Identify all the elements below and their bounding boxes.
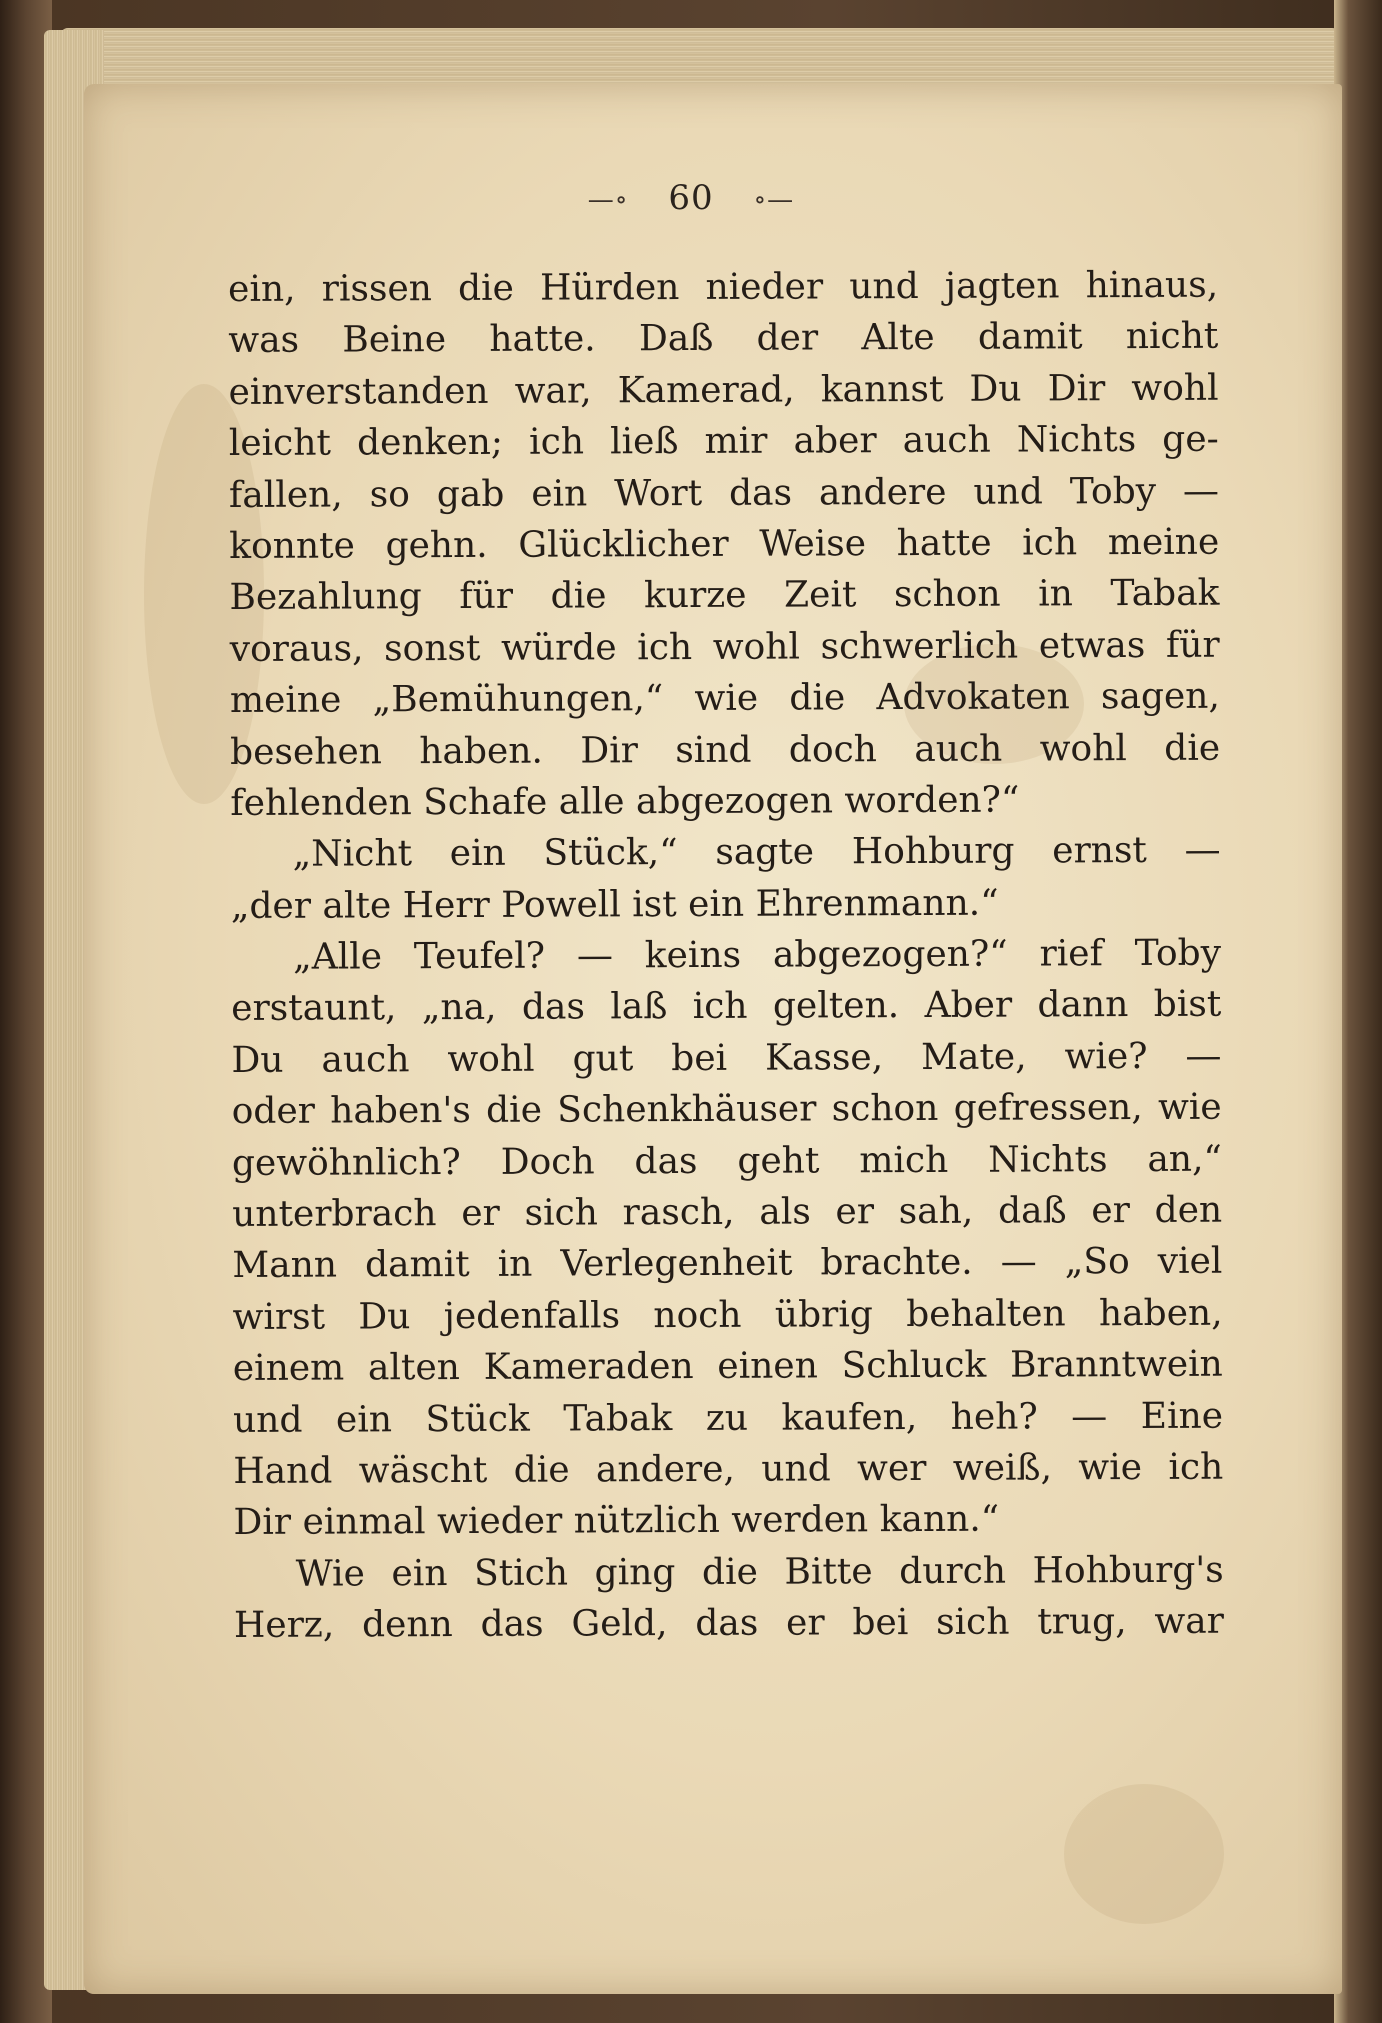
text-line: „Nicht ein Stück,“ sagte Hohburg ernst — <box>292 829 1221 876</box>
text-line: Dir einmal wieder nützlich werden kann.“ <box>233 1499 1000 1544</box>
page-header <box>0 178 1382 218</box>
text-line: Du auch wohl gut bei Kasse, Mate, wie? — <box>231 1035 1222 1081</box>
text-line: Bezahlung für die kurze Zeit schon in Tabak <box>229 573 1220 619</box>
text-line: meine „Bemühungen,“ wie die Advokaten sagen, <box>229 675 1220 722</box>
text-line: voraus, sonst würde ich wohl schwerlich etwas für <box>229 624 1220 670</box>
text-line: Wie ein Stich ging die Bitte durch Hohburg's <box>295 1549 1224 1595</box>
text-line: gewöhnlich? Doch das geht mich Nichts an,“ <box>231 1138 1223 1184</box>
text-line: fehlenden Schafe alle abgezogen worden?“ <box>230 779 1020 824</box>
text-line: fallen, so gab ein Wort das andere und Toby — <box>228 470 1220 516</box>
text-line: erstaunt, „na, das laß ich gelten. Aber dann bist <box>231 984 1222 1030</box>
body-text <box>228 260 1224 1652</box>
text-line: und ein Stück Tabak zu kaufen, heh? — Eine <box>232 1395 1224 1441</box>
text-line: Mann damit in Verlegenheit brachte. — „So viel <box>232 1241 1223 1287</box>
text-line: „Alle Teufel? — keins abgezogen?“ rief Toby <box>292 932 1222 978</box>
header-ornament-left: —∘ <box>587 185 629 215</box>
text-line: besehen haben. Dir sind doch auch wohl die <box>230 727 1221 773</box>
text-line: einem alten Kameraden einen Schluck Branntwein <box>232 1343 1223 1390</box>
text-line: Herz, denn das Geld, das er bei sich trug, war <box>233 1600 1225 1647</box>
text-line: ein, rissen die Hürden nieder und jagten hinaus, <box>228 264 1219 310</box>
header-ornament-right: ∘— <box>753 185 795 215</box>
text-line: „der alte Herr Powell ist ein Ehrenmann.“ <box>230 882 999 927</box>
text-line: wirst Du jedenfalls noch übrig behalten haben, <box>232 1292 1223 1338</box>
text-line: einverstanden war, Kamerad, kannst Du Dir wohl <box>228 367 1219 413</box>
page-number: 60 <box>668 178 714 218</box>
text-line: Hand wäscht die andere, und wer weiß, wie ich <box>233 1446 1224 1492</box>
text-line: oder haben's die Schenkhäuser schon gefressen, wie <box>231 1086 1222 1133</box>
text-line: unterbrach er sich rasch, als er sah, daß er den <box>232 1189 1223 1236</box>
text-line: was Beine hatte. Daß der Alte damit nicht <box>228 316 1219 362</box>
text-line: leicht denken; ich ließ mir aber auch Nichts ge- <box>228 418 1219 465</box>
paper-stain <box>1064 1784 1224 1924</box>
text-line: konnte gehn. Glücklicher Weise hatte ich meine <box>229 521 1220 567</box>
